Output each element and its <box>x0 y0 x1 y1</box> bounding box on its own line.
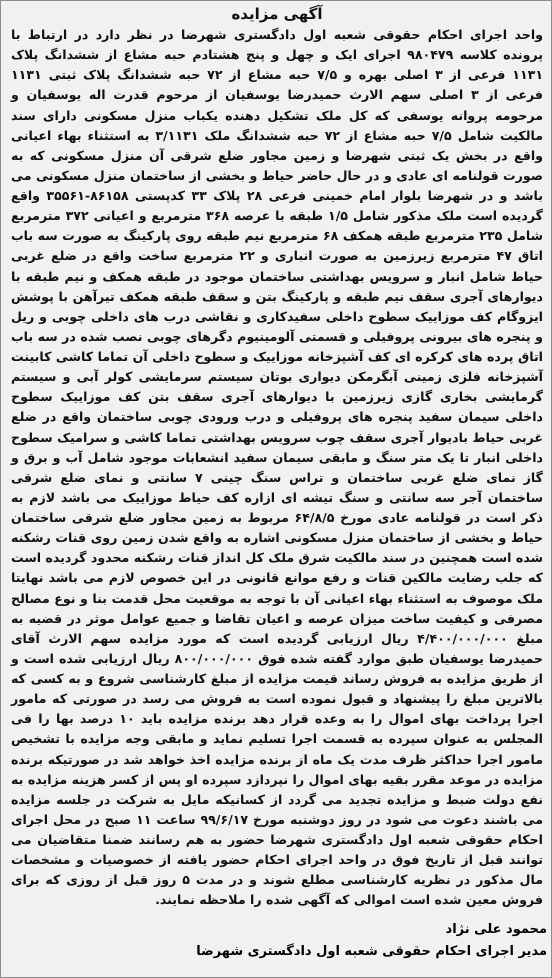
signatory-title: مدیر اجرای احکام حقوقی شعبه اول دادگستری شهرضا <box>196 944 547 959</box>
notice-title: آگهی مزایده <box>231 5 323 23</box>
signature-block <box>23 919 547 963</box>
signatory-name: محمود علی نژاد <box>445 922 547 937</box>
auction-notice <box>11 3 543 977</box>
notice-body: واحد اجرای احکام حقوقی شعبه اول دادگستری شهرضا در نظر دارد در ارتباط با پرونده کلاسه ۹۸۰۴۷۹ اجرای ایک و چهل و پنج هشتادم حبه مشاع از ششدانگ پلاک ۱۱۳۱ فرعی از ۳ اصلی بهره و ۷/۵ حبه مشاع از ۷۲ حبه ششدانگ پلاک ثبتی ۱۱۳۱ فرعی از ۳ اصلی سهم الارث حمیدرضا یوسفیان از مرحوم قدرت اله یوسفیان و مرحومه پروانه یوسفی که کل ملک تشکیل دهنده یکباب منزل مسکونی دارای سند مالکیت شامل ۷/۵ حبه مشاع از ۷۲ حبه ششدانگ ملک ۳/۱۱۳۱ به استثناء بهاء اعیانی واقع در بخش یک ثبتی شهرضا و زمین مجاور ضلع شرقی آن منزل مسکونی که به صورت قولنامه ای عادی و در حال حاضر حیاط و بخشی از ساختمان منزل مسکونی می باشد و در شهرضا بلوار امام خمینی فرعی ۲۸ پلاک ۳۳ کدپستی ۸۶۱۵۸-۳۵۵۶۱ واقع گردیده است ملک مذکور شامل ۱/۵ طبقه با عرصه ۳۶۸ مترمربع و اعیانی ۳۷۲ مترمربع شامل ۲۳۵ مترمربع طبقه همکف ۶۸ مترمربع نیم طبقه روی پارکینگ به صورت سه باب اتاق ۴۷ مترمربع زیرزمین به صورت انباری و ۲۲ مترمربع ساخت واقع در ضلع غربی حیاط شامل انبار و سرویس بهداشتی ساختمان موجود در طبقه همکف و نیم طبقه با دیوارهای آجری سقف نیم طبقه و پارکینگ بتن و سقف طبقه همکف تیرآهن با پوشش ایزوگام کف موزاییک سطوح داخلی سفیدکاری و نقاشی درب های داخلی چوبی و ریل و پنجره های بیرونی پروفیلی و قسمتی آلومینیوم دگرهای چوبی نصب شده در سه باب اتاق پرده های کرکره ای کف آشپزخانه موزاییک و سطوح داخلی آن تماما کاشی کابینت آشپزخانه فلزی زمینی آبگرمکن دیواری بوتان سیستم سرمایشی کولر آبی و سیستم گرمایشی بخاری گازی زیرزمین با دیوارهای آجری سقف بتن کف موزاییک سطوح داخلی سیمان سفید پنجره های پروفیلی و درب ورودی چوبی ساختمان واقع در ضلع غربی حیاط بادیوار آجری سقف چوب سرویس بهداشتی تماما کاشی و سرامیک سطوح داخلی انبار تا یک متر سنگ و مابقی سیمان سفید انشعابات موجود شامل آب و برق و گاز نمای ضلع غربی ساختمان و تراس سنگ چینی ۷ سانتی و نمای ضلع شرقی ساختمان آجر سه سانتی و سنگ تیشه ای ازاره کف حیاط موزاییک می باشد لازم به ذکر است در قولنامه عادی مورخ ۶۴/۸/۵ مربوط به زمین مجاور ضلع شرقی ساختمان حیاط و بخشی از ساختمان منزل مسکونی اشاره به واقع شدن زمین روی قنات رشکنه شده است همچنین در سند مالکیت شرق ملک کل انداز قنات رشکنه محدود گردیده است که جلب رضایت مالکین قنات و رفع موانع قانونی در این خصوص لازم می باشد نهایتا ملک موصوف به استثناء بهاء اعیانی آن با توجه به موقعیت محل قدمت بنا و نوع مصالح مصرفی و کیفیت ساخت میزان عرصه و اعیان تقاضا و جمیع عوامل موثر در قضیه به مبلغ ۴/۴۰۰/۰۰۰/۰۰۰ ریال ارزیابی گردیده است که مورد مزایده سهم الارث آقای حمیدرضا یوسفیان طبق موارد گفته شده فوق ۸۰۰/۰۰۰/۰۰۰ ریال ارزیابی شده است و از طریق مزایده به فروش رساند قیمت مزایده از مبلغ کارشناسی شروع و به کسی که بالاترین مبلغ را پیشنهاد و قبول نموده است به فروش می رسد در صورتی که مامور اجرا پرداخت بهای اموال را به وعده قرار دهد برنده مزایده باید ۱۰ درصد بها را فی المجلس به عنوان سپرده به قسمت اجرا تسلیم نماید و مابقی وجه مزایده با تشخیص مامور اجرا حداکثر ظرف مدت یک ماه از برنده مزایده اخذ خواهد شد در صورتیکه برنده مزایده در موعد مقرر بقیه بهای اموال را نپردازد سپرده او پس از کسر هزینه مزایده به نفع دولت ضبط و مزایده تجدید می گردد از کسانیکه مایل به شرکت در جلسه مزایده می باشند دعوت می شود در روز دوشنبه مورخ ۹۹/۶/۱۷ ساعت ۱۱ صبح در محل اجرای احکام حقوقی شعبه اول دادگستری شهرضا حضور به هم رسانند ضمنا متقاضیان می توانند قبل از تاریخ فوق در واحد اجرای احکام حضور یافته از خصوصیات و مشخصات مال مذکور در نظریه کارشناسی مطلع شوند و در مدت ۵ روز قبل از روزی که برای فروش معین شده است اموالی که آگهی شده را ملاحظه نمایند. <box>11 27 544 908</box>
